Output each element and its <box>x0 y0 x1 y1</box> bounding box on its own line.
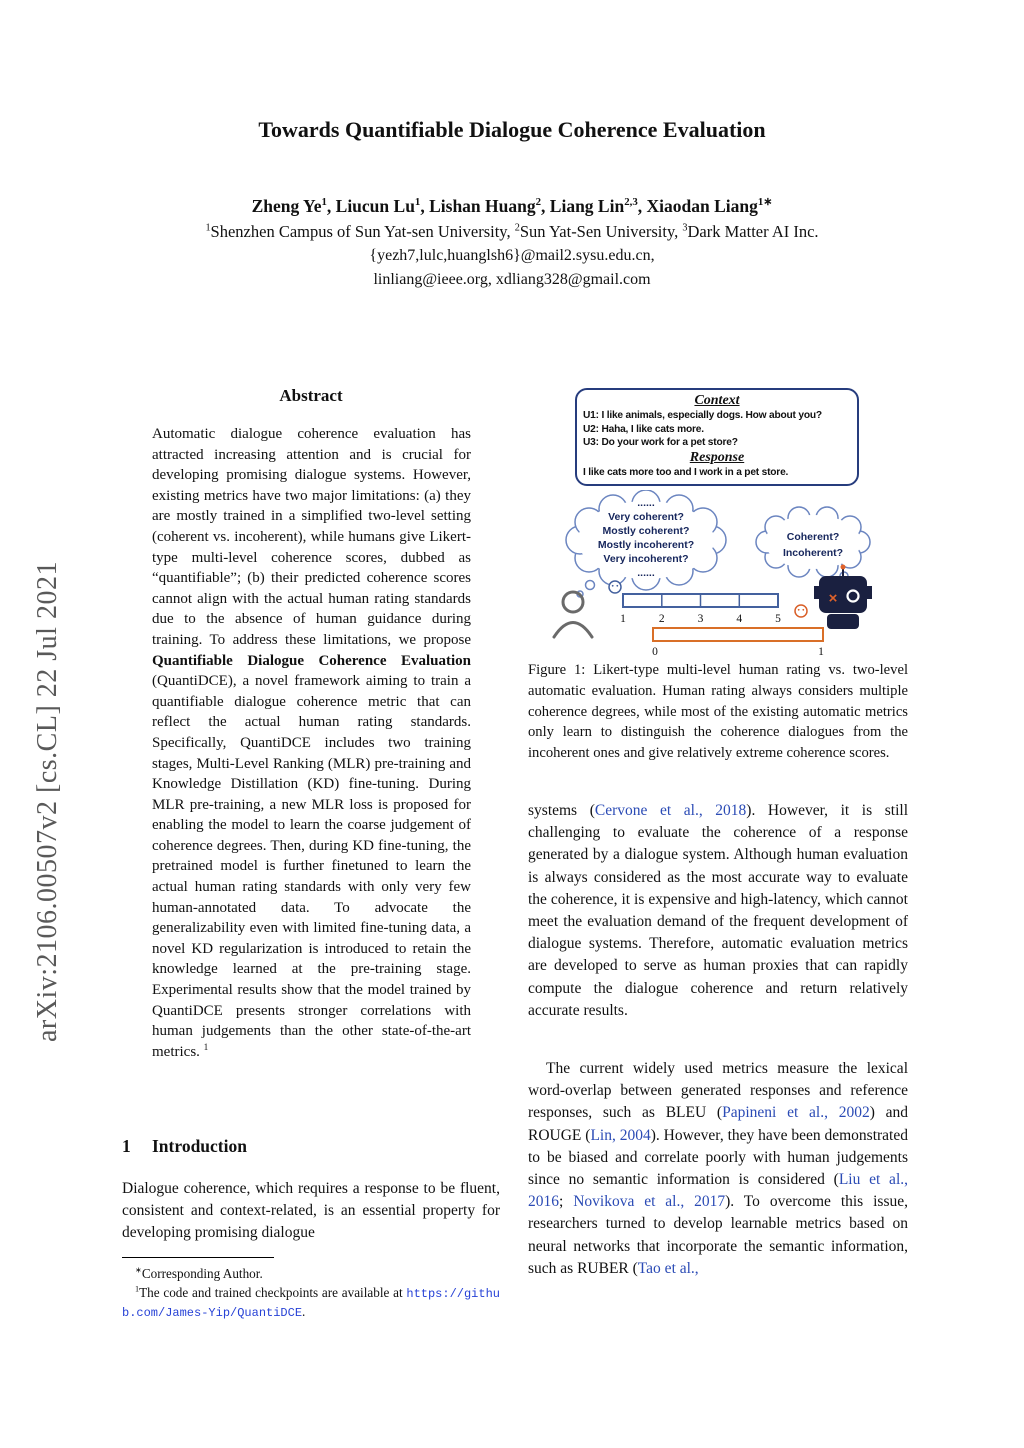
figure-caption: Figure 1: Likert-type multi-level human rating vs. two-level automatic evaluation. Human rating always considers multiple coherence degrees, while most of the existing automatic metrics only learn to distinguish the coherence dialogues from the incoherent ones and give relatively extreme coherence scores. <box>528 662 908 762</box>
figure-context-box <box>575 388 859 486</box>
footnote-code: $^1$The code and trained checkpoints are available at https://github.com/James-Yip/QuantiDCE. <box>122 1284 500 1320</box>
human-scale-label: 3 <box>697 613 704 625</box>
human-bubble-line: Mostly coherent? <box>602 525 690 537</box>
figure-diagram <box>528 490 908 658</box>
footnote-corresponding: ∗Corresponding Author. <box>135 1265 263 1281</box>
human-bubble-line: ...... <box>637 567 655 579</box>
body-paragraph-1: systems (Cervone et al., 2018). However, it is still challenging to evaluate the coherence of a response generated by a dialogue system. Although human evaluation is always considered as the most accurate way to evaluate the coherence, it is expensive and high-latency, which cannot meet the evaluation demand of the frequent development of dialogue systems. Therefore, automatic evaluation metrics are developed to serve as human proxies that can rapidly compute the dialogue coherence and return relatively accurate results. <box>528 802 909 1019</box>
section-title: Introduction <box>152 1136 247 1156</box>
human-bubble-line: Mostly incoherent? <box>597 539 695 551</box>
robot-scale-label: 1 <box>818 646 824 658</box>
citation-link[interactable]: Cervone et al., 2018 <box>594 802 747 819</box>
human-scale-label: 5 <box>775 613 781 625</box>
robot-face-icon <box>795 605 807 617</box>
author-line: Zheng Ye$^1$, Liucun Lu$^1$, Lishan Huang$^2$, Liang Lin$^{2,3}$, Xiaodan Liang$^{1∗}$ <box>251 196 773 216</box>
section-number: 1 <box>122 1136 131 1156</box>
footnotes <box>122 1265 500 1323</box>
response-utterance: I like cats more too and I work in a pet store. <box>583 466 789 478</box>
abstract-heading: Abstract <box>279 386 343 405</box>
robot-bubble-line: Coherent? <box>786 531 840 543</box>
human-rating-scale <box>620 594 781 625</box>
body-paragraph-2: The current widely used metrics measure the lexical word-overlap between generated responses and reference responses, such as BLEU (Papineni et al., 2002) and ROUGE (Lin, 2004). However, they have been demonstrated to be biased and correlate poorly with human judgements since no semantic information is considered (Liu et al., 2016; Novikova et al., 2017). To overcome this issue, researchers turned to develop learnable metrics based on neural networks that incorporate the semantic information, such as RUBER (Tao et al., <box>528 1060 908 1277</box>
intro-paragraph: Dialogue coherence, which requires a response to be fluent, consistent and context-related, is an essential property for developing promising dialogue <box>122 1180 500 1241</box>
url-link[interactable]: https://github.com/James-Yip/QuantiDCE <box>122 1286 500 1320</box>
affiliations-line: $^1$Shenzhen Campus of Sun Yat-sen University, $^2$Sun Yat-Sen University, $^3$Dark Matter AI Inc. <box>205 222 819 241</box>
context-utterance-3: U3: Do your work for a pet store? <box>583 437 738 449</box>
robot-scale-label: 0 <box>652 646 658 658</box>
paper-title: Towards Quantifiable Dialogue Coherence Evaluation <box>258 117 766 142</box>
human-scale-label: 2 <box>658 613 665 625</box>
human-bubble-line: ...... <box>637 497 655 509</box>
human-bubble-line: Very coherent? <box>608 511 684 523</box>
citation-link[interactable]: Tao et al., <box>637 1259 699 1277</box>
human-face-icon <box>609 581 621 593</box>
robot-rating-scale <box>652 628 824 658</box>
figure-context-title: Context <box>694 393 740 408</box>
citation-link[interactable]: Novikova et al., 2017 <box>573 1193 726 1211</box>
figure-response-title: Response <box>689 449 745 465</box>
citation-link[interactable]: Lin, 2004 <box>590 1126 651 1144</box>
abstract-text: Automatic dialogue coherence evaluation has attracted increasing attention and is crucial for developing promising dialogue systems. However, existing metrics have two major limitations: (a) they are mostly trained in a simplified two-level setting (coherent vs. incoherent), while humans give Likert-type multi-level coherence scores, dubbed as “quantifiable”; (b) their predicted coherence scores cannot align with the actual human rating standards due to the absence of human guidance during training. To address these limitations, we propose Quantifiable Dialogue Coherence Evaluation (QuantiDCE), a novel framework aiming to train a quantifiable dialogue coherence metric that can reflect the actual human rating standards. Specifically, QuantiDCE includes two training stages, Multi-Level Ranking (MLR) pre-training and Knowledge Distillation (KD) fine-tuning. During MLR pre-training, a new MLR loss is proposed for enabling the model to learn the coarse judgement of coherence degrees. Then, during KD fine-tuning, the pretrained model is further finetuned to learn the actual human rating standards with only very few human-annotated data. To advocate the generalizability even with limited fine-tuning data, a novel KD regularization is introduced to retain the knowledge learned at the pre-training stage. Experimental results show that the model trained by QuantiDCE presents stronger correlations with human judgements than the other state-of-the-art metrics. $^1$ <box>152 426 471 1060</box>
section-heading <box>122 1136 500 1157</box>
citation-link[interactable]: Papineni et al., 2002 <box>722 1104 870 1122</box>
email-line-2: linliang@ieee.org, xdliang328@gmail.com <box>373 271 651 288</box>
human-bubble-line: Very incoherent? <box>603 553 689 565</box>
email-line-1: {yezh7,lulc,huanglsh6}@mail2.sysu.edu.cn, <box>369 247 655 264</box>
person-icon <box>554 592 592 637</box>
context-utterance-1: U1: I like animals, especially dogs. How about you? <box>583 410 822 421</box>
arxiv-watermark: arXiv:2106.00507v2 [cs.CL] 22 Jul 2021 <box>32 561 63 1042</box>
footnote-rule <box>122 1257 274 1258</box>
robot-bubble-line: Incoherent? <box>782 547 844 559</box>
robot-x-eye: × <box>828 590 838 607</box>
context-utterance-2: U2: Haha, I like cats more. <box>583 423 704 435</box>
human-scale-label: 1 <box>620 613 626 625</box>
human-scale-label: 4 <box>736 613 743 625</box>
figure-1 <box>528 388 908 664</box>
citation-link[interactable]: Liu et al., 2016 <box>528 1171 908 1211</box>
